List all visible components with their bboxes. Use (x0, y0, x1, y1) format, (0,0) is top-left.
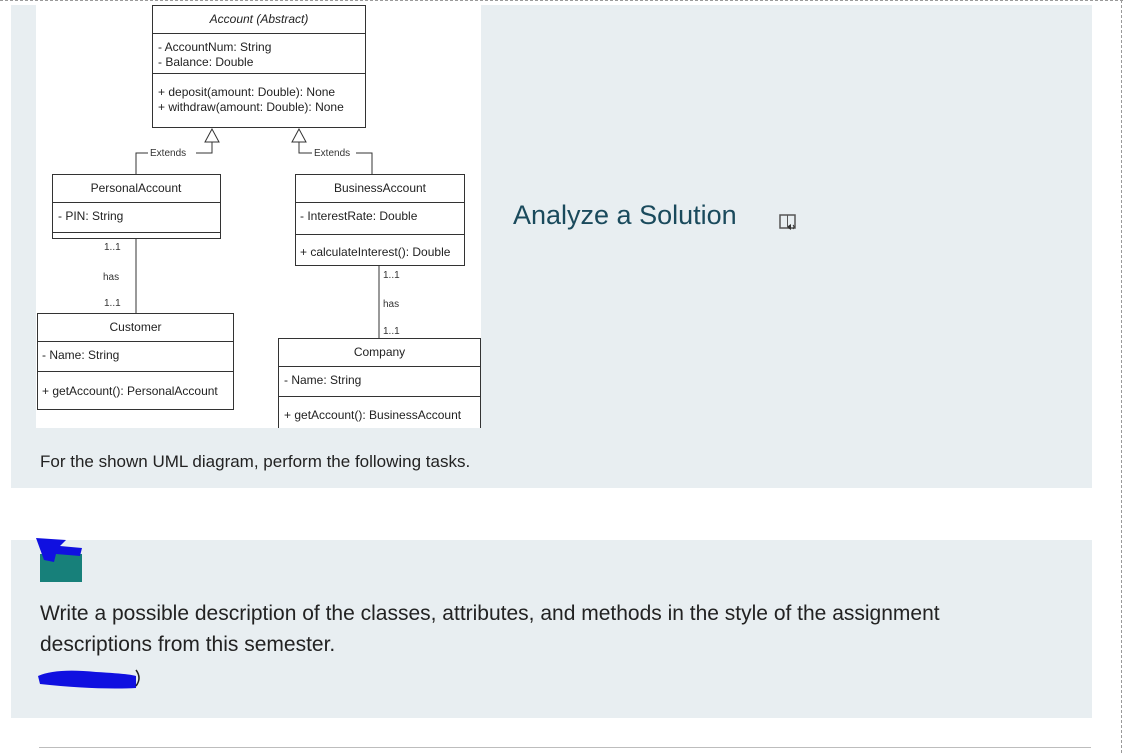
task-icon (36, 538, 86, 584)
uml-diagram (36, 5, 481, 428)
task-description: Write a possible description of the classes, attributes, and methods in the style of the assignment descriptions from this semester. (40, 602, 940, 656)
personal-class-title: PersonalAccount (90, 181, 182, 195)
extends-label-left: Extends (150, 148, 187, 159)
account-method-withdraw: + withdraw(amount: Double): None (158, 100, 344, 114)
company-method-getaccount: + getAccount(): BusinessAccount (284, 408, 462, 422)
redaction-mark (36, 664, 156, 694)
business-attr-interestrate: - InterestRate: Double (300, 209, 418, 223)
association-label-left: has (103, 272, 120, 283)
right-border (1121, 0, 1122, 753)
company-attr-name: - Name: String (284, 373, 362, 387)
business-class-title: BusinessAccount (333, 181, 427, 195)
multiplicity-left-top: 1..1 (104, 242, 121, 253)
speaker-icon[interactable] (777, 211, 799, 233)
task-intro: For the shown UML diagram, perform the following tasks. (40, 452, 471, 471)
account-method-deposit: + deposit(amount: Double): None (158, 85, 336, 99)
company-class-title: Company (353, 345, 406, 359)
answer-box-edge (39, 747, 1091, 748)
multiplicity-right-top: 1..1 (383, 270, 400, 281)
customer-method-getaccount: + getAccount(): PersonalAccount (42, 384, 218, 398)
multiplicity-right-bottom: 1..1 (383, 326, 400, 337)
multiplicity-left-bottom: 1..1 (104, 298, 121, 309)
account-class-title: Account (Abstract) (209, 12, 309, 26)
account-attr-accountnum: - AccountNum: String (158, 40, 272, 54)
section-heading: Analyze a Solution (513, 200, 737, 230)
association-label-right: has (383, 299, 400, 310)
extends-label-right: Extends (314, 148, 351, 159)
business-method-calculateinterest: + calculateInterest(): Double (300, 245, 451, 259)
personal-attr-pin: - PIN: String (58, 209, 124, 223)
account-attr-balance: - Balance: Double (158, 55, 254, 69)
customer-attr-name: - Name: String (42, 348, 120, 362)
customer-class-title: Customer (109, 320, 162, 334)
top-border (0, 0, 1123, 1)
